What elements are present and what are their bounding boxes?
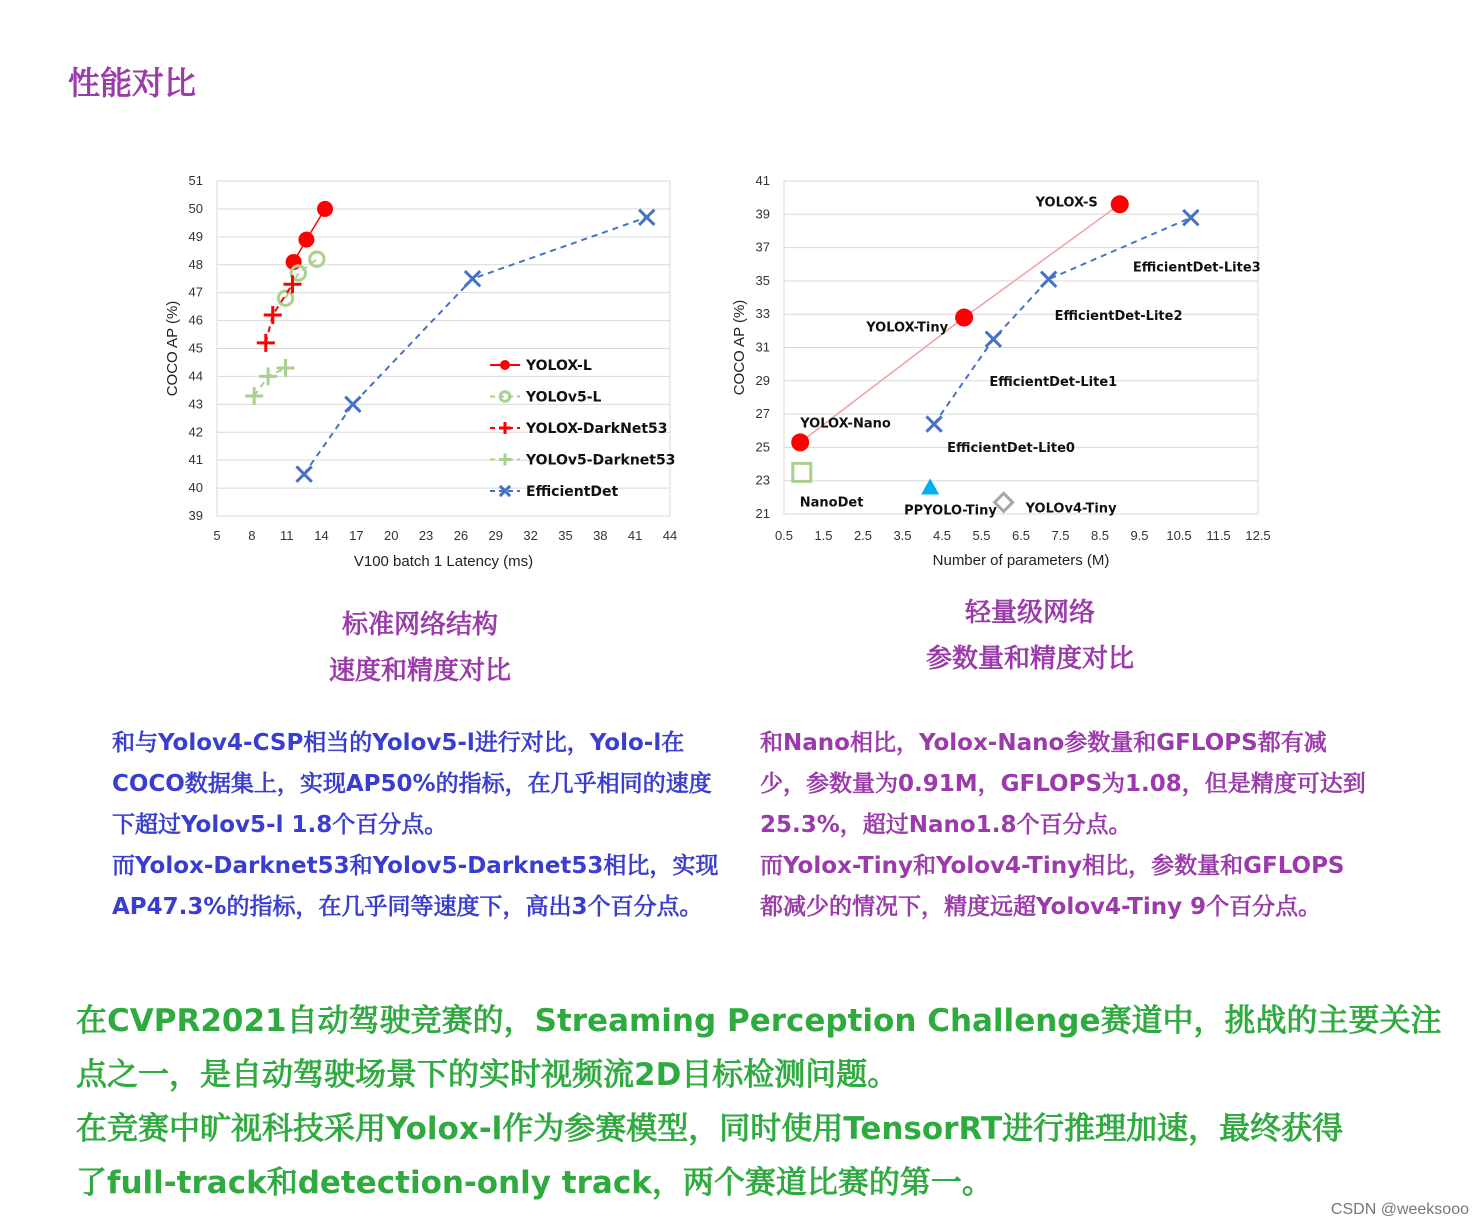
latency-ap-chart (150, 165, 710, 585)
point-label: EfficientDet-Lite2 (1054, 309, 1183, 325)
x-axis-label: V100 batch 1 Latency (ms) (353, 553, 534, 570)
point-label: YOLOv4-Tiny (1025, 501, 1117, 517)
y-tick-label: 39 (188, 508, 203, 523)
data-point (264, 306, 282, 324)
x-tick-label: 8 (248, 528, 256, 543)
y-tick-label: 41 (755, 173, 770, 188)
text-line: 都减少的情况下，精度远超Yolov4-Tiny 9个百分点。 (760, 894, 1322, 920)
x-tick-label: 11.5 (1206, 528, 1231, 543)
point-label: YOLOX-Nano (800, 416, 891, 432)
y-tick-label: 23 (755, 472, 770, 488)
text-line: 在CVPR2021自动驾驶竞赛的，Streaming Perception Challenge赛道中，挑战的主要关注 (76, 1003, 1442, 1039)
text-line: 下超过Yolov5-l 1.8个百分点。 (112, 812, 448, 838)
legend-label: YOLOv5-Darknet53 (526, 452, 676, 469)
data-point (995, 493, 1013, 511)
text-line: 少，参数量为0.91M，GFLOPS为1.08，但是精度可达到 (760, 771, 1366, 797)
text-line: 和Nano相比，Yolox-Nano参数量和GFLOPS都有减 (760, 730, 1327, 756)
data-point (277, 359, 295, 377)
y-tick-label: 44 (188, 368, 203, 384)
right-caption (880, 590, 1180, 682)
legend-label: YOLOX-DarkNet53 (526, 421, 668, 437)
x-tick-label: 14 (314, 528, 329, 543)
text-line: 和与Yolov4-CSP相当的Yolov5-l进行对比，Yolo-l在 (112, 730, 685, 756)
legend-marker (499, 454, 511, 466)
x-tick-label: 26 (453, 528, 469, 543)
left-caption-line: 速度和精度对比 (328, 656, 511, 686)
text-line: 而Yolox-Tiny和Yolov4-Tiny相比，参数量和GFLOPS (760, 853, 1345, 879)
data-point (791, 433, 809, 451)
point-label: YOLOX-Tiny (866, 320, 949, 336)
text-line: 而Yolox-Darknet53和Yolov5-Darknet53相比，实现 (112, 853, 719, 879)
text-line: AP47.3%的指标，在几乎同等速度下，高出3个百分点。 (112, 894, 703, 920)
x-tick-label: 6.5 (1011, 528, 1031, 543)
legend-marker (500, 392, 510, 402)
watermark: CSDN @weeksooo (1330, 1201, 1469, 1218)
y-tick-label: 49 (188, 228, 203, 244)
x-tick-label: 20 (383, 528, 399, 543)
data-point (465, 271, 480, 286)
y-tick-label: 47 (188, 284, 203, 300)
y-tick-label: 51 (188, 173, 203, 188)
data-point (986, 332, 1001, 347)
x-tick-label: 7.5 (1051, 528, 1070, 543)
data-point (296, 466, 311, 481)
y-tick-label: 37 (755, 239, 770, 255)
y-tick-label: 40 (188, 480, 203, 496)
point-label: PPYOLO-Tiny (904, 503, 997, 519)
data-point (298, 232, 314, 248)
x-tick-label: 0.5 (774, 528, 794, 543)
data-point (639, 210, 654, 225)
text-line: 在竞赛中旷视科技采用Yolox-l作为参赛模型，同时使用TensorRT进行推理加速，最终获得 (76, 1111, 1344, 1147)
point-label: NanoDet (799, 495, 864, 511)
y-tick-label: 50 (188, 200, 203, 216)
data-point (1183, 210, 1198, 225)
y-tick-label: 42 (188, 424, 203, 440)
data-point (310, 252, 324, 266)
series-line (254, 368, 285, 396)
x-tick-label: 8.5 (1090, 528, 1110, 543)
y-tick-label: 43 (188, 396, 203, 412)
y-tick-label: 46 (188, 312, 203, 328)
point-label: EfficientDet-Lite0 (947, 441, 1075, 457)
right-caption-line: 参数量和精度对比 (925, 644, 1134, 674)
x-tick-label: 2.5 (853, 528, 873, 543)
x-tick-label: 32 (523, 528, 538, 543)
data-point (926, 416, 941, 431)
x-tick-label: 3.5 (893, 528, 912, 543)
legend-marker (500, 360, 510, 370)
text-line: 点之一，是自动驾驶场景下的实时视频流2D目标检测问题。 (76, 1057, 899, 1093)
y-tick-label: 27 (755, 406, 770, 422)
x-tick-label: 38 (593, 528, 608, 543)
y-tick-label: 41 (188, 452, 203, 468)
left-description (112, 723, 718, 928)
x-tick-label: 17 (349, 528, 364, 543)
page-title: 性能对比 (68, 64, 197, 102)
point-label: EfficientDet-Lite3 (1132, 260, 1261, 276)
point-label: EfficientDet-Lite1 (989, 375, 1118, 391)
y-axis-label: COCO AP (%) (731, 299, 748, 396)
data-point (793, 463, 811, 481)
x-tick-label: 23 (418, 528, 434, 543)
data-point (955, 309, 973, 327)
y-tick-label: 29 (755, 372, 770, 388)
data-point (257, 334, 275, 352)
data-point (245, 387, 263, 405)
y-tick-label: 25 (755, 439, 770, 455)
legend-label: YOLOv5-L (526, 389, 602, 406)
x-tick-label: 5.5 (972, 528, 991, 543)
right-description (760, 723, 1366, 928)
data-point (1111, 195, 1129, 213)
y-tick-label: 39 (755, 206, 770, 222)
x-tick-label: 29 (488, 528, 504, 543)
x-tick-label: 44 (662, 528, 678, 543)
y-tick-label: 35 (755, 272, 770, 288)
y-tick-label: 48 (188, 256, 203, 272)
left-caption-line: 标准网络结构 (341, 610, 498, 640)
x-tick-label: 9.5 (1130, 528, 1149, 543)
x-tick-label: 11 (279, 528, 294, 543)
data-point (317, 201, 333, 217)
text-line: 25.3%，超过Nano1.8个百分点。 (760, 812, 1132, 838)
x-tick-label: 10.5 (1166, 528, 1192, 543)
x-tick-label: 4.5 (932, 528, 952, 543)
x-tick-label: 5 (213, 528, 221, 543)
data-point (1041, 272, 1056, 287)
x-tick-label: 1.5 (814, 528, 833, 543)
x-tick-label: 41 (627, 528, 643, 543)
y-tick-label: 21 (755, 506, 770, 521)
y-tick-label: 33 (755, 306, 770, 322)
right-caption-line: 轻量级网络 (964, 598, 1095, 628)
x-axis-label: Number of parameters (M) (932, 552, 1110, 569)
text-line: 了full-track和detection-only track，两个赛道比赛的第一。 (76, 1165, 993, 1201)
left-caption (270, 602, 570, 694)
x-tick-label: 12.5 (1245, 528, 1271, 543)
y-tick-label: 31 (755, 339, 770, 355)
legend-label: EfficientDet (526, 484, 619, 500)
params-ap-chart (720, 165, 1290, 585)
y-tick-label: 45 (188, 340, 203, 356)
competition-description (76, 994, 1442, 1210)
y-axis-label: COCO AP (%) (164, 300, 181, 397)
legend-label: YOLOX-L (526, 358, 592, 374)
point-label: YOLOX-S (1035, 195, 1098, 211)
x-tick-label: 35 (558, 528, 573, 543)
text-line: COCO数据集上，实现AP50%的指标，在几乎相同的速度 (112, 771, 712, 797)
data-point (259, 367, 277, 385)
